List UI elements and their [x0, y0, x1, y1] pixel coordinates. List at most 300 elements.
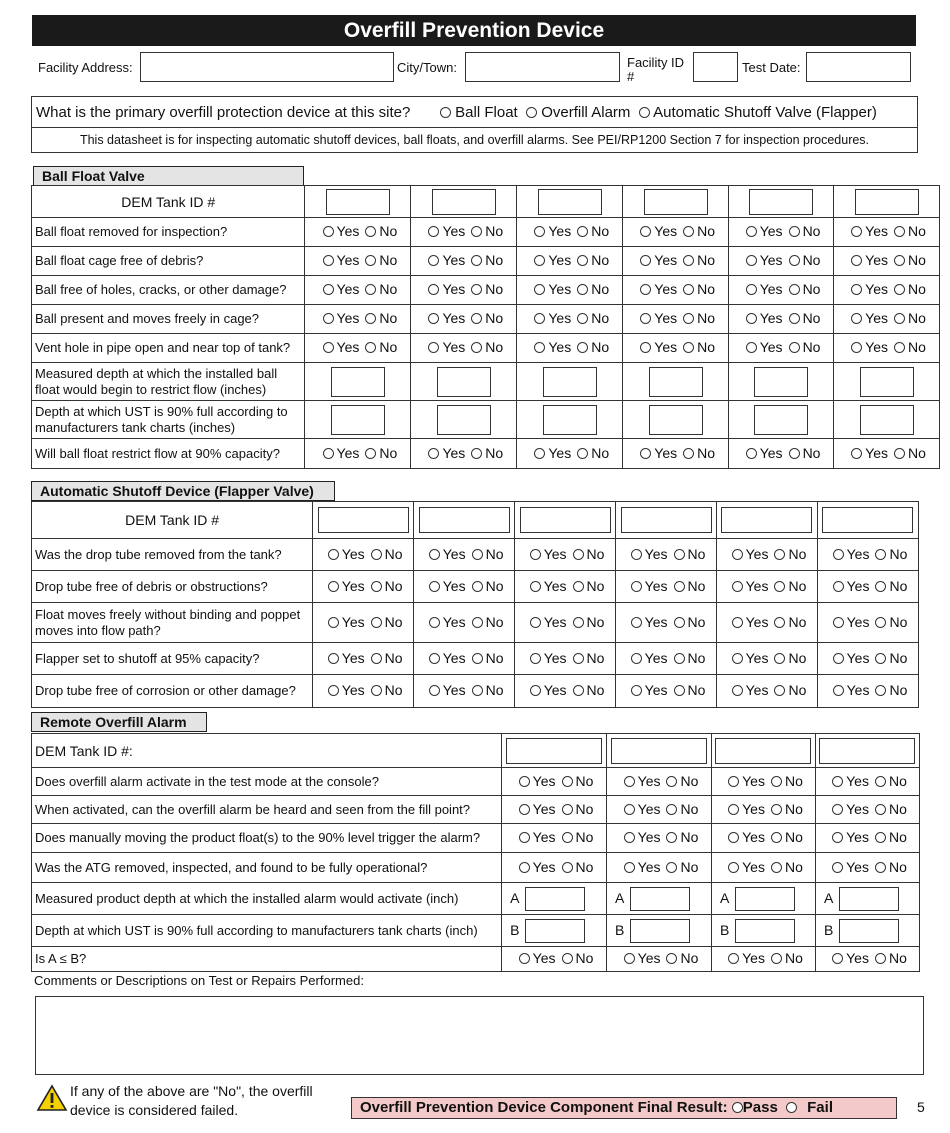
yes-radio[interactable] — [732, 653, 743, 664]
no-radio[interactable] — [894, 342, 905, 353]
yes-radio[interactable] — [429, 581, 440, 592]
yes-radio[interactable] — [323, 255, 334, 266]
yes-radio[interactable] — [519, 862, 530, 873]
no-radio[interactable] — [573, 617, 584, 628]
no-radio[interactable] — [789, 448, 800, 459]
yes-label: Yes — [548, 339, 572, 355]
no-radio[interactable] — [894, 255, 905, 266]
no-radio[interactable] — [774, 549, 785, 560]
shutoff-valve-radio[interactable] — [639, 107, 650, 118]
no-radio[interactable] — [472, 653, 483, 664]
depth-input[interactable] — [735, 919, 795, 943]
yes-radio[interactable] — [534, 284, 545, 295]
yes-label: Yes — [865, 252, 888, 268]
no-radio[interactable] — [666, 953, 677, 964]
depth-input[interactable] — [839, 887, 899, 911]
comments-field[interactable] — [35, 996, 924, 1075]
yes-radio[interactable] — [323, 284, 334, 295]
yes-label: Yes — [846, 800, 869, 817]
depth-input[interactable] — [630, 887, 690, 911]
yes-radio[interactable] — [832, 804, 843, 815]
no-label: No — [697, 252, 716, 268]
yes-radio[interactable] — [624, 832, 635, 843]
no-radio[interactable] — [771, 953, 782, 964]
tank-id-input[interactable] — [855, 189, 919, 215]
no-radio[interactable] — [365, 226, 376, 237]
table-row — [32, 502, 919, 539]
no-label: No — [889, 545, 908, 562]
tank-id-input[interactable] — [819, 738, 915, 764]
no-radio[interactable] — [471, 342, 482, 353]
yes-radio[interactable] — [732, 617, 743, 628]
tank-id-input[interactable] — [822, 507, 913, 533]
yes-radio[interactable] — [832, 953, 843, 964]
yes-label: Yes — [759, 444, 783, 461]
no-label: No — [784, 800, 803, 817]
yes-radio[interactable] — [534, 342, 545, 353]
yes-label: Yes — [336, 281, 360, 297]
tank-id-input[interactable] — [318, 507, 409, 533]
yes-label: Yes — [846, 613, 870, 630]
test-date-field[interactable] — [806, 52, 911, 82]
no-radio[interactable] — [371, 685, 382, 696]
yes-radio[interactable] — [624, 804, 635, 815]
city-field[interactable] — [465, 52, 620, 82]
no-label: No — [680, 950, 699, 966]
facility-id-label: Facility ID # — [627, 55, 685, 84]
yes-label: Yes — [759, 310, 783, 326]
no-radio[interactable] — [674, 653, 685, 664]
yes-radio[interactable] — [328, 581, 339, 592]
no-radio[interactable] — [666, 832, 677, 843]
no-radio[interactable] — [666, 862, 677, 873]
no-radio[interactable] — [683, 284, 694, 295]
yes-radio[interactable] — [833, 653, 844, 664]
no-radio[interactable] — [365, 313, 376, 324]
depth-input[interactable] — [754, 405, 808, 435]
yes-label: Yes — [759, 223, 783, 239]
tank-id-input[interactable] — [538, 189, 602, 215]
yes-radio[interactable] — [640, 226, 651, 237]
yes-radio[interactable] — [851, 342, 862, 353]
no-radio[interactable] — [562, 804, 573, 815]
yes-label: Yes — [442, 339, 466, 355]
no-radio[interactable] — [577, 313, 588, 324]
no-radio[interactable] — [894, 226, 905, 237]
no-label: No — [784, 950, 803, 966]
facility-address-label: Facility Address: — [38, 60, 133, 75]
table-row — [32, 247, 940, 276]
yes-radio[interactable] — [323, 448, 334, 459]
yes-radio[interactable] — [851, 284, 862, 295]
instructions-note: This datasheet is for inspecting automatic shutoff devices, ball floats, and overfill alarms. See PEI/RP1200 Section 7 for inspection procedures. — [31, 128, 918, 153]
depth-input[interactable] — [860, 367, 914, 397]
no-radio[interactable] — [577, 342, 588, 353]
tank-id-label: DEM Tank ID # — [32, 502, 313, 539]
yes-label: Yes — [644, 577, 668, 594]
depth-input[interactable] — [860, 405, 914, 435]
no-radio[interactable] — [472, 617, 483, 628]
no-radio[interactable] — [666, 776, 677, 787]
depth-input[interactable] — [525, 887, 585, 911]
yes-radio[interactable] — [323, 342, 334, 353]
yes-radio[interactable] — [746, 448, 757, 459]
yes-label: Yes — [442, 682, 466, 698]
no-label: No — [485, 613, 504, 630]
yes-radio[interactable] — [519, 776, 530, 787]
no-radio[interactable] — [875, 953, 886, 964]
no-radio[interactable] — [894, 284, 905, 295]
ab-label: A — [720, 889, 730, 906]
no-radio[interactable] — [365, 448, 376, 459]
yes-radio[interactable] — [519, 804, 530, 815]
yes-radio[interactable] — [832, 832, 843, 843]
yes-radio[interactable] — [428, 448, 439, 459]
depth-input[interactable] — [735, 887, 795, 911]
yes-radio[interactable] — [640, 342, 651, 353]
no-radio[interactable] — [875, 804, 886, 815]
yes-radio[interactable] — [851, 226, 862, 237]
yes-radio[interactable] — [746, 313, 757, 324]
yes-label: Yes — [532, 800, 556, 817]
no-radio[interactable] — [771, 804, 782, 815]
comments-label: Comments or Descriptions on Test or Repairs Performed: — [34, 973, 364, 988]
yes-radio[interactable] — [631, 653, 642, 664]
tank-id-input[interactable] — [432, 189, 496, 215]
no-radio[interactable] — [683, 255, 694, 266]
no-radio[interactable] — [894, 313, 905, 324]
yes-radio[interactable] — [624, 953, 635, 964]
depth-input[interactable] — [543, 367, 597, 397]
yes-label: Yes — [336, 339, 360, 355]
no-radio[interactable] — [562, 862, 573, 873]
no-radio[interactable] — [365, 284, 376, 295]
no-radio[interactable] — [683, 226, 694, 237]
shutoff-heading: Automatic Shutoff Device (Flapper Valve) — [31, 481, 335, 501]
yes-radio[interactable] — [429, 617, 440, 628]
yes-radio[interactable] — [534, 313, 545, 324]
no-label: No — [784, 772, 803, 789]
no-radio[interactable] — [789, 342, 800, 353]
fail-radio[interactable] — [786, 1102, 797, 1113]
yes-radio[interactable] — [428, 226, 439, 237]
yes-label: Yes — [637, 800, 661, 817]
no-radio[interactable] — [771, 862, 782, 873]
no-radio[interactable] — [875, 776, 886, 787]
yes-radio[interactable] — [530, 685, 541, 696]
tank-id-input[interactable] — [644, 189, 708, 215]
no-label: No — [485, 281, 504, 297]
no-radio[interactable] — [674, 685, 685, 696]
table-row — [32, 796, 920, 824]
yes-label: Yes — [846, 545, 870, 562]
yes-label: Yes — [865, 223, 888, 239]
yes-radio[interactable] — [833, 549, 844, 560]
yes-label: Yes — [442, 310, 466, 326]
no-label: No — [788, 682, 807, 698]
no-radio[interactable] — [562, 953, 573, 964]
yes-radio[interactable] — [534, 448, 545, 459]
no-radio[interactable] — [472, 549, 483, 560]
no-label: No — [788, 545, 807, 562]
no-radio[interactable] — [789, 226, 800, 237]
yes-radio[interactable] — [631, 549, 642, 560]
no-radio[interactable] — [789, 284, 800, 295]
no-radio[interactable] — [666, 804, 677, 815]
yes-radio[interactable] — [530, 549, 541, 560]
yes-radio[interactable] — [328, 549, 339, 560]
yes-radio[interactable] — [746, 342, 757, 353]
depth-input[interactable] — [754, 367, 808, 397]
table-row — [32, 186, 940, 218]
no-radio[interactable] — [894, 448, 905, 459]
yes-radio[interactable] — [728, 804, 739, 815]
no-radio[interactable] — [573, 581, 584, 592]
yes-radio[interactable] — [624, 862, 635, 873]
yes-label: Yes — [341, 682, 365, 698]
depth-input[interactable] — [331, 405, 385, 435]
yes-radio[interactable] — [530, 617, 541, 628]
tank-id-input[interactable] — [621, 507, 712, 533]
yes-label: Yes — [543, 545, 567, 562]
yes-radio[interactable] — [746, 226, 757, 237]
yes-radio[interactable] — [640, 284, 651, 295]
table-row — [32, 363, 940, 401]
tank-id-input[interactable] — [749, 189, 813, 215]
depth-input[interactable] — [649, 405, 703, 435]
no-label: No — [586, 613, 605, 630]
no-label: No — [591, 310, 610, 326]
yes-label: Yes — [846, 649, 870, 666]
question-label: Does manually moving the product float(s) to the 90% level trigger the alarm? — [32, 824, 502, 853]
yes-radio[interactable] — [323, 313, 334, 324]
yes-radio[interactable] — [640, 448, 651, 459]
tank-id-input[interactable] — [715, 738, 811, 764]
no-radio[interactable] — [674, 549, 685, 560]
no-radio[interactable] — [683, 448, 694, 459]
no-radio[interactable] — [875, 862, 886, 873]
no-radio[interactable] — [789, 255, 800, 266]
yes-label: Yes — [846, 577, 870, 594]
yes-radio[interactable] — [732, 685, 743, 696]
pass-radio[interactable] — [732, 1102, 743, 1113]
yes-radio[interactable] — [851, 313, 862, 324]
no-label: No — [687, 613, 706, 630]
no-radio[interactable] — [774, 653, 785, 664]
no-radio[interactable] — [771, 776, 782, 787]
yes-radio[interactable] — [428, 342, 439, 353]
no-radio[interactable] — [471, 226, 482, 237]
overfill-alarm-option: Overfill Alarm — [541, 104, 631, 121]
no-radio[interactable] — [365, 342, 376, 353]
depth-input[interactable] — [839, 919, 899, 943]
yes-radio[interactable] — [728, 832, 739, 843]
yes-radio[interactable] — [833, 581, 844, 592]
table-row — [32, 276, 940, 305]
tank-id-input[interactable] — [506, 738, 602, 764]
yes-radio[interactable] — [832, 862, 843, 873]
no-radio[interactable] — [471, 284, 482, 295]
no-radio[interactable] — [683, 313, 694, 324]
yes-radio[interactable] — [530, 653, 541, 664]
no-label: No — [697, 444, 716, 461]
no-radio[interactable] — [471, 313, 482, 324]
tank-id-input[interactable] — [611, 738, 707, 764]
no-radio[interactable] — [774, 581, 785, 592]
no-radio[interactable] — [365, 255, 376, 266]
no-radio[interactable] — [573, 549, 584, 560]
yes-radio[interactable] — [833, 617, 844, 628]
depth-input[interactable] — [437, 405, 491, 435]
yes-label: Yes — [644, 682, 668, 698]
yes-radio[interactable] — [631, 581, 642, 592]
no-radio[interactable] — [472, 685, 483, 696]
no-radio[interactable] — [562, 832, 573, 843]
no-radio[interactable] — [875, 832, 886, 843]
no-radio[interactable] — [674, 581, 685, 592]
yes-radio[interactable] — [851, 255, 862, 266]
yes-radio[interactable] — [428, 284, 439, 295]
yes-radio[interactable] — [530, 581, 541, 592]
no-label: No — [586, 682, 605, 698]
question-label: Measured depth at which the installed ball float would begin to restrict flow (inches) — [32, 363, 305, 401]
no-radio[interactable] — [471, 448, 482, 459]
yes-radio[interactable] — [519, 832, 530, 843]
yes-label: Yes — [846, 950, 869, 966]
no-label: No — [680, 858, 699, 875]
no-radio[interactable] — [789, 313, 800, 324]
tank-id-input[interactable] — [520, 507, 611, 533]
no-radio[interactable] — [371, 549, 382, 560]
no-label: No — [680, 772, 699, 789]
no-label: No — [591, 223, 610, 239]
no-radio[interactable] — [683, 342, 694, 353]
no-radio[interactable] — [371, 581, 382, 592]
yes-radio[interactable] — [624, 776, 635, 787]
no-radio[interactable] — [471, 255, 482, 266]
no-radio[interactable] — [472, 581, 483, 592]
yes-radio[interactable] — [851, 448, 862, 459]
yes-radio[interactable] — [429, 685, 440, 696]
no-label: No — [802, 223, 821, 239]
no-label: No — [485, 682, 504, 698]
no-radio[interactable] — [577, 284, 588, 295]
no-label: No — [586, 545, 605, 562]
no-radio[interactable] — [774, 685, 785, 696]
yes-label: Yes — [532, 772, 556, 789]
no-label: No — [687, 682, 706, 698]
yes-radio[interactable] — [631, 685, 642, 696]
overfill-alarm-radio[interactable] — [526, 107, 537, 118]
yes-radio[interactable] — [429, 653, 440, 664]
no-label: No — [697, 339, 716, 355]
no-radio[interactable] — [875, 617, 886, 628]
tank-id-input[interactable] — [326, 189, 390, 215]
no-label: No — [384, 577, 403, 594]
facility-id-field[interactable] — [693, 52, 738, 82]
no-radio[interactable] — [771, 832, 782, 843]
yes-radio[interactable] — [328, 617, 339, 628]
yes-radio[interactable] — [640, 255, 651, 266]
yes-radio[interactable] — [640, 313, 651, 324]
no-label: No — [575, 858, 594, 875]
depth-input[interactable] — [331, 367, 385, 397]
depth-input[interactable] — [630, 919, 690, 943]
yes-label: Yes — [742, 829, 765, 845]
yes-radio[interactable] — [429, 549, 440, 560]
yes-radio[interactable] — [428, 255, 439, 266]
yes-label: Yes — [442, 281, 466, 297]
no-radio[interactable] — [875, 581, 886, 592]
no-radio[interactable] — [875, 653, 886, 664]
no-radio[interactable] — [577, 255, 588, 266]
yes-radio[interactable] — [534, 255, 545, 266]
no-radio[interactable] — [875, 685, 886, 696]
depth-input[interactable] — [437, 367, 491, 397]
tank-id-input[interactable] — [419, 507, 510, 533]
table-row — [32, 643, 919, 675]
yes-radio[interactable] — [519, 953, 530, 964]
table-row — [32, 401, 940, 439]
no-radio[interactable] — [562, 776, 573, 787]
depth-input[interactable] — [543, 405, 597, 435]
yes-radio[interactable] — [732, 581, 743, 592]
yes-radio[interactable] — [534, 226, 545, 237]
yes-radio[interactable] — [746, 255, 757, 266]
yes-radio[interactable] — [323, 226, 334, 237]
no-radio[interactable] — [875, 549, 886, 560]
yes-radio[interactable] — [732, 549, 743, 560]
no-radio[interactable] — [577, 226, 588, 237]
no-label: No — [384, 545, 403, 562]
no-label: No — [485, 444, 504, 461]
yes-label: Yes — [442, 545, 466, 562]
alarm-table — [31, 733, 920, 972]
yes-radio[interactable] — [328, 653, 339, 664]
city-label: City/Town: — [397, 60, 457, 75]
yes-label: Yes — [543, 613, 567, 630]
yes-label: Yes — [543, 577, 567, 594]
no-radio[interactable] — [573, 685, 584, 696]
yes-label: Yes — [846, 858, 869, 875]
no-radio[interactable] — [774, 617, 785, 628]
tank-id-input[interactable] — [721, 507, 812, 533]
yes-label: Yes — [532, 858, 556, 875]
no-radio[interactable] — [573, 653, 584, 664]
no-label: No — [697, 310, 716, 326]
no-radio[interactable] — [371, 653, 382, 664]
depth-input[interactable] — [525, 919, 585, 943]
yes-radio[interactable] — [746, 284, 757, 295]
yes-radio[interactable] — [631, 617, 642, 628]
yes-radio[interactable] — [428, 313, 439, 324]
yes-label: Yes — [759, 252, 783, 268]
question-label: Flapper set to shutoff at 95% capacity? — [32, 643, 313, 675]
yes-radio[interactable] — [728, 776, 739, 787]
yes-radio[interactable] — [832, 776, 843, 787]
yes-radio[interactable] — [328, 685, 339, 696]
yes-radio[interactable] — [833, 685, 844, 696]
ball-float-radio[interactable] — [440, 107, 451, 118]
no-radio[interactable] — [577, 448, 588, 459]
yes-label: Yes — [548, 223, 572, 239]
yes-radio[interactable] — [728, 862, 739, 873]
yes-radio[interactable] — [728, 953, 739, 964]
no-radio[interactable] — [371, 617, 382, 628]
no-radio[interactable] — [674, 617, 685, 628]
facility-address-field[interactable] — [140, 52, 394, 82]
depth-input[interactable] — [649, 367, 703, 397]
